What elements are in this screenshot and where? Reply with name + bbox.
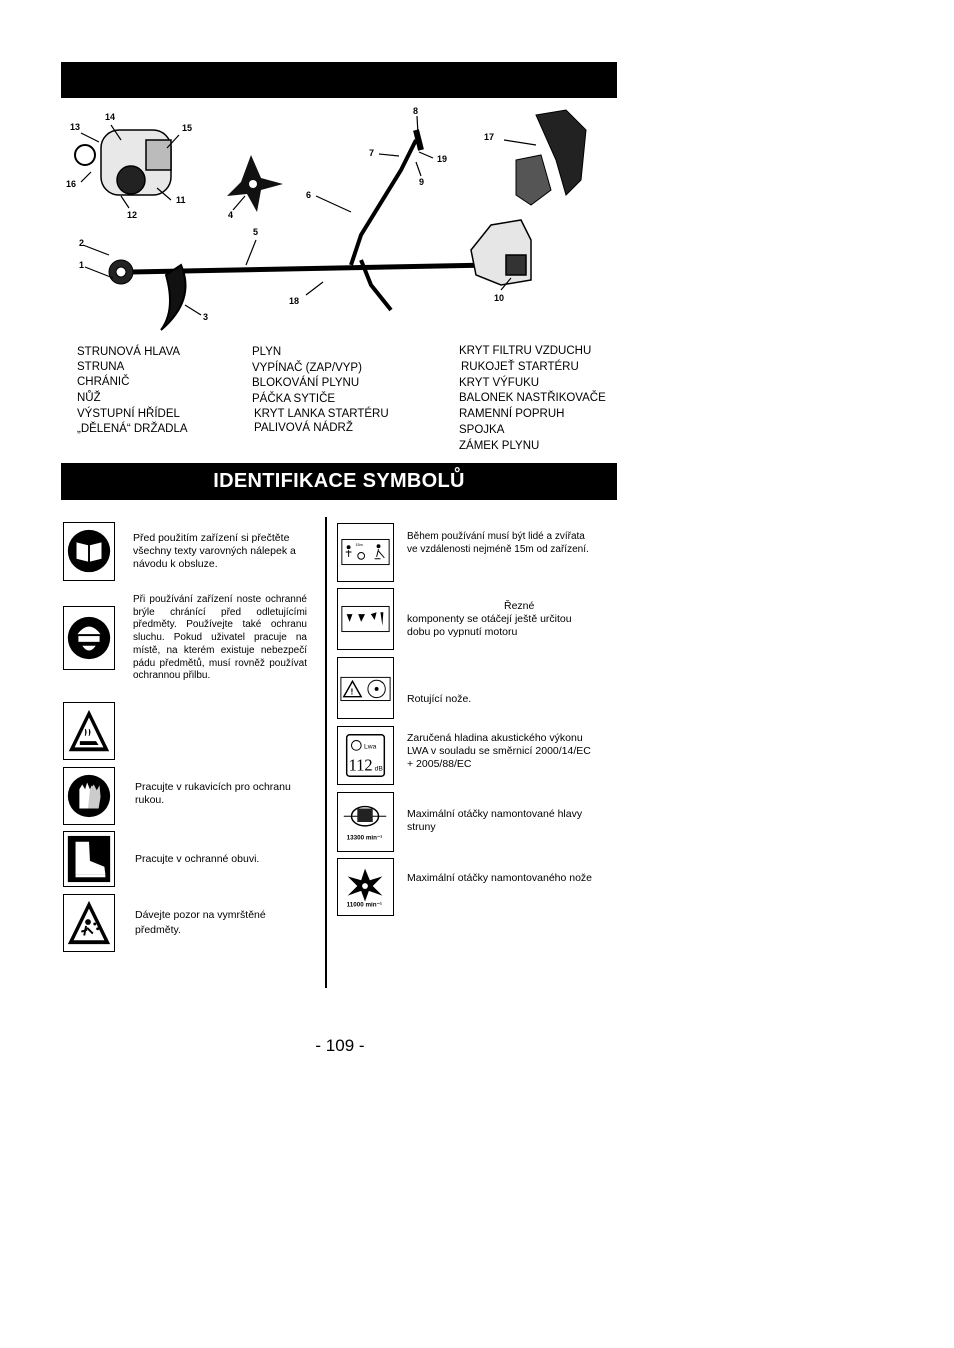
engine-drawing — [75, 130, 171, 195]
callout-9: 9 — [419, 177, 425, 187]
callout-11: 11 — [176, 195, 186, 205]
rotating-parts-text — [407, 600, 587, 638]
gloves-icon — [63, 767, 115, 825]
callout-4: 4 — [228, 210, 234, 220]
part-label: STRUNA — [77, 361, 125, 374]
thrown-objects-warning-icon — [63, 894, 115, 952]
rotating-blade-icon — [337, 657, 394, 719]
lwa-label: Lwa — [364, 743, 377, 751]
callout-5: 5 — [253, 227, 259, 237]
parts-diagram — [61, 100, 617, 340]
callout-13: 13 — [70, 122, 81, 132]
symbols-section-title: IDENTIFIKACE SYMBOLŮ — [61, 463, 617, 500]
parts-list-col3 — [459, 344, 606, 455]
sound-level-text: Zaručená hladina akustického výkonu LWA v souladu se směrnicí 2000/14/EC + 2005/88/EC — [407, 732, 591, 770]
part-label: KRYT VÝFUKU — [459, 376, 540, 389]
rotating-blade-text: Rotující nože. — [407, 693, 472, 705]
page-number: - 109 - — [315, 1036, 365, 1055]
part-label: KRYT FILTRU VZDUCHU — [459, 345, 592, 357]
blade-drawing — [227, 155, 283, 212]
read-manual-icon — [63, 522, 115, 581]
protective-gear-text: Při používání zařízení noste ochranné brýle chránící před odletujícími předměty. Používejte také ochranu sluchu. Pokud uživatel pracuje na místě, na kterém existuje nebezpečí pádu předmětů, musí rovněž používat ochrannou přilbu. — [133, 594, 307, 682]
rotating-parts-text-body: Řezné komponenty se otáčejí ještě určitou dobu po vypnutí motoru — [407, 600, 572, 638]
keep-distance-text: Během používání musí být lidé a zvířata ve vzdálenosti nejméně 15m od zařízení. — [407, 531, 589, 555]
column-divider — [325, 517, 327, 988]
part-label: STRUNOVÁ HLAVA — [77, 346, 181, 358]
parts-list-col2 — [252, 345, 389, 437]
thrown-objects-text: Dávejte pozor na vymrštěné předměty. — [135, 909, 266, 936]
boot-icon — [63, 831, 115, 887]
callout-8: 8 — [413, 106, 419, 116]
part-label: PALIVOVÁ NÁDRŽ — [254, 421, 353, 434]
callout-3: 3 — [203, 312, 209, 322]
callout-7: 7 — [369, 148, 375, 158]
string-head-rpm: 13300 min⁻¹ — [346, 834, 383, 842]
part-label: RUKOJEŤ STARTÉRU — [461, 360, 579, 373]
part-label: „DĚLENÁ“ DRŽADLA — [77, 423, 188, 436]
engine-right-drawing — [471, 220, 531, 285]
sound-level-icon — [337, 726, 394, 785]
header-bar — [61, 62, 617, 98]
callout-10: 10 — [494, 293, 505, 303]
part-label: KRYT LANKA STARTÉRU — [254, 408, 389, 421]
string-head-rpm-text: Maximální otáčky namontované hlavy struny — [407, 808, 583, 833]
distance-label: 15m — [355, 543, 363, 548]
callout-1: 1 — [79, 260, 85, 270]
gloves-text: Pracujte v rukavicích pro ochranu rukou. — [135, 781, 291, 806]
harness-drawing — [516, 110, 586, 205]
part-label: PLYN — [252, 346, 282, 358]
rotating-parts-icon — [337, 588, 394, 650]
boot-text: Pracujte v ochranné obuvi. — [135, 853, 260, 865]
callout-17: 17 — [484, 132, 495, 142]
part-label: BALONEK NASTŘIKOVAČE — [459, 392, 606, 405]
part-label: SPOJKA — [459, 423, 505, 436]
sound-unit: dB — [374, 765, 383, 773]
svg-text:!: ! — [350, 686, 354, 697]
hot-surface-warning-icon — [63, 702, 115, 760]
part-label: RAMENNÍ POPRUH — [459, 408, 565, 421]
callout-6: 6 — [306, 190, 312, 200]
keep-distance-icon — [337, 523, 394, 582]
part-label: CHRÁNIČ — [77, 376, 130, 389]
callout-16: 16 — [66, 179, 77, 189]
part-label: ZÁMEK PLYNU — [459, 439, 540, 452]
blade-rpm-icon — [337, 858, 394, 916]
callout-19: 19 — [437, 154, 448, 164]
part-label: BLOKOVÁNÍ PLYNU — [252, 377, 360, 390]
blade-rpm-text: Maximální otáčky namontovaného nože — [407, 872, 593, 884]
sound-value: 112 — [348, 755, 373, 775]
string-head-rpm-icon — [337, 792, 394, 852]
part-label: NŮŽ — [77, 391, 101, 404]
callout-15: 15 — [182, 123, 193, 133]
part-label: VYPÍNAČ (ZAP/VYP) — [252, 361, 362, 374]
parts-list-col1 — [77, 345, 188, 437]
part-label: PÁČKA SYTIČE — [252, 392, 336, 405]
callout-18: 18 — [289, 296, 300, 306]
blade-rpm: 11000 min⁻¹ — [346, 901, 383, 909]
callout-12: 12 — [127, 210, 138, 220]
callout-14: 14 — [105, 112, 116, 122]
part-label: VÝSTUPNÍ HŘÍDEL — [77, 407, 180, 420]
trimmer-illustration — [61, 100, 617, 340]
callout-2: 2 — [79, 238, 85, 248]
protective-gear-icon — [63, 606, 115, 670]
read-manual-text: Před použitím zařízení si přečtěte všechny texty varovných nálepek a návodu k obsluze. — [133, 532, 296, 570]
